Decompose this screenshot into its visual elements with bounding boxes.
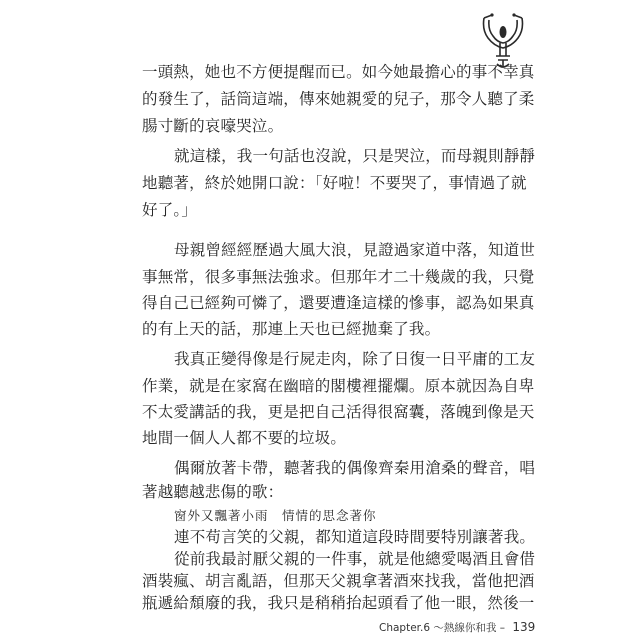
body-text-line: 的發生了，話筒這端，傳來她親愛的兒子，那令人聽了柔 xyxy=(142,90,535,108)
body-text-line: 連不苟言笑的父親，都知道這段時間要特別讓著我。 xyxy=(174,528,536,546)
chapter-ornament-icon xyxy=(478,12,528,70)
song-lyric-line: 窗外又飄著小雨 情情的思念著你 xyxy=(174,508,377,523)
body-text-line: 好了。」 xyxy=(142,201,198,219)
body-text-line: 酒裝瘋、胡言亂語，但那天父親拿著酒來找我，當他把酒 xyxy=(142,572,535,590)
page-number: 139 xyxy=(512,620,536,634)
body-text-line: 地聽著，終於她開口說：「好啦！不要哭了，事情過了就 xyxy=(142,174,527,192)
body-text-line: 作業，就是在家窩在幽暗的閣樓裡擺爛。原本就因為自卑 xyxy=(142,377,535,395)
body-text-line: 地間一個人人都不要的垃圾。 xyxy=(142,429,347,447)
body-text-line: 事無常，很多事無法強求。但那年才二十幾歲的我，只覺 xyxy=(142,268,535,286)
body-text-line: 偶爾放著卡帶，聽著我的偶像齊秦用滄桑的聲音，唱 xyxy=(174,459,536,477)
body-text-line: 瓶遞給頹廢的我，我只是稍稍抬起頭看了他一眼，然後一 xyxy=(142,594,535,612)
chapter-label: Chapter.6 ～熱線你和我 xyxy=(379,622,497,634)
body-text-line: 的有上天的話，那連上天也已經拋棄了我。 xyxy=(142,320,441,338)
body-text-line: 腸寸斷的哀嚎哭泣。 xyxy=(142,117,284,135)
body-text-line: 得自己已經夠可憐了，還要遭逢這樣的慘事，認為如果真 xyxy=(142,294,535,312)
body-text-line: 從前我最討厭父親的一件事，就是他總愛喝酒且會借 xyxy=(174,550,536,568)
body-text-line: 就這樣，我一句話也沒說，只是哭泣，而母親則靜靜 xyxy=(174,147,536,165)
body-text-line: 不太愛講話的我，更是把自己活得很窩囊，落魄到像是天 xyxy=(142,403,535,421)
body-text-line: 母親曾經經歷過大風大浪，見證過家道中落，知道世 xyxy=(174,241,536,259)
body-text-line: 我真正變得像是行屍走肉，除了日復一日平庸的工友 xyxy=(174,350,536,368)
footer-separator: – xyxy=(496,622,509,634)
body-text-line: 著越聽越悲傷的歌： xyxy=(142,483,284,501)
page-footer xyxy=(379,620,535,635)
body-text-line: 一頭熱，她也不方便提醒而已。如今她最擔心的事不幸真 xyxy=(142,63,535,81)
